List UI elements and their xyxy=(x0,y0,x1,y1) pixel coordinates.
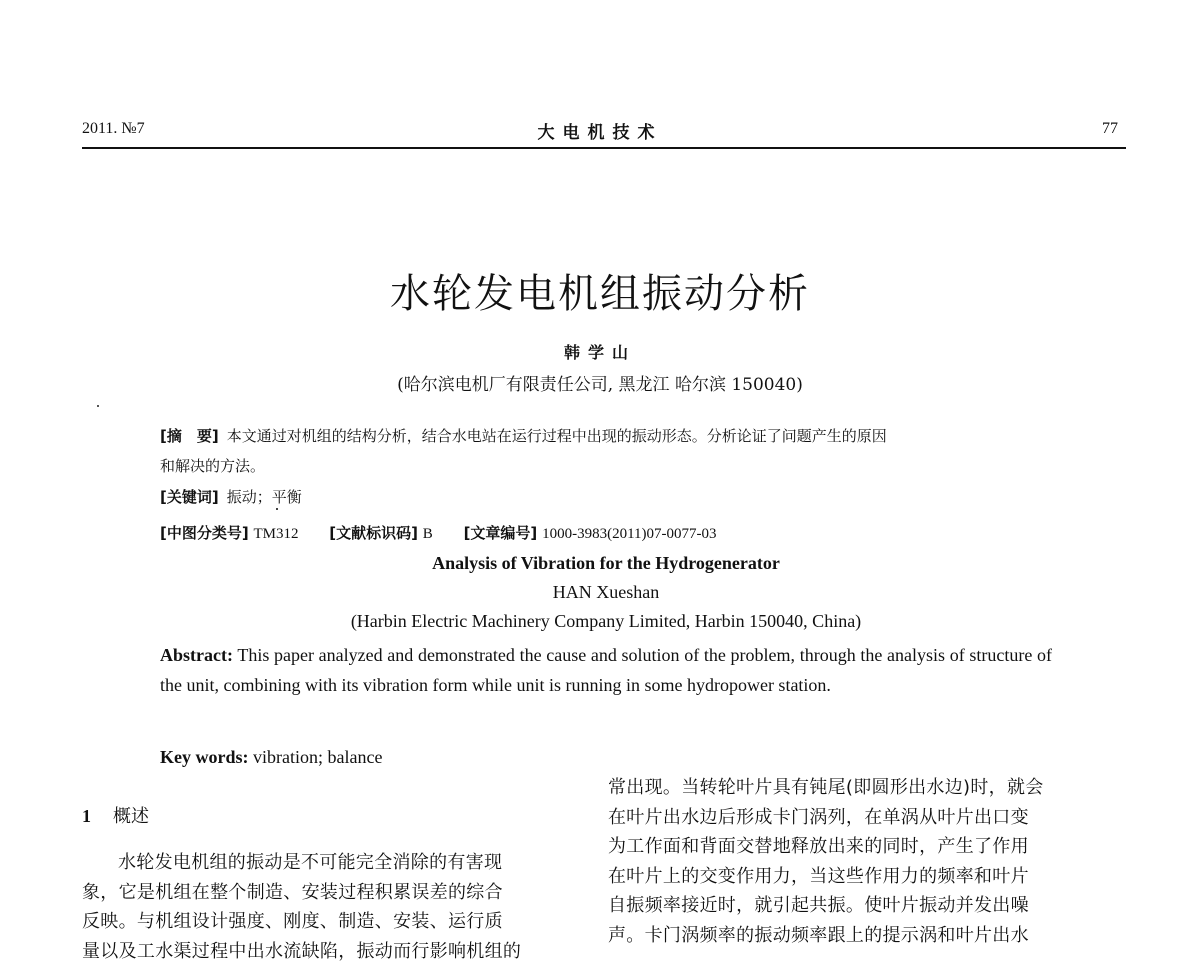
header-rule xyxy=(82,147,1126,149)
body-line: 象，它是机组在整个制造、安装过程积累误差的综合 xyxy=(82,878,582,908)
body-column-right xyxy=(608,773,1128,950)
english-author: HAN Xueshan xyxy=(0,582,1200,603)
author-name-cn: 韩学山 xyxy=(0,340,1200,363)
section-title: 概述 xyxy=(113,806,149,827)
abstract-cn-line-2 xyxy=(160,456,1060,476)
english-keywords-value: vibration; balance xyxy=(253,747,382,767)
body-line: 水轮发电机组的振动是不可能完全消除的有害现 xyxy=(82,848,582,878)
english-abstract-text: This paper analyzed and demonstrated the cause and solution of the problem, through the analysis of structure of the unit, combining with its vibration form while unit is running in some hydropower station. xyxy=(160,645,1052,695)
keywords-cn-label: [关键词] xyxy=(160,488,219,506)
english-abstract-label: Abstract: xyxy=(160,645,233,665)
clc-label: [中图分类号] xyxy=(160,524,249,542)
page-number: 77 xyxy=(1102,120,1118,138)
english-affiliation: (Harbin Electric Machinery Company Limited, Harbin 150040, China) xyxy=(0,611,1200,632)
body-line: 自振频率接近时，就引起共振。使叶片振动并发出噪 xyxy=(608,891,1128,921)
doc-code-label: [文献标识码] xyxy=(329,524,418,542)
keywords-cn-value: 振动；平衡 xyxy=(227,488,302,506)
scan-speck xyxy=(97,405,99,407)
scan-speck xyxy=(276,508,278,510)
clc-value: TM312 xyxy=(254,526,299,542)
english-keywords-label: Key words: xyxy=(160,747,249,767)
abstract-cn-text: 本文通过对机组的结构分析，结合水电站在运行过程中出现的振动形态。分析论证了问题产生的原因 xyxy=(227,427,887,445)
article-no-label: [文章编号] xyxy=(464,524,538,542)
abstract-cn-label: [摘 要] xyxy=(160,427,219,445)
affiliation-cn: (哈尔滨电机厂有限责任公司, 黑龙江 哈尔滨 150040) xyxy=(0,370,1200,395)
keywords-cn xyxy=(160,487,1060,507)
body-line: 在叶片上的交变作用力，当这些作用力的频率和叶片 xyxy=(608,862,1128,892)
body-line: 反映。与机组设计强度、刚度、制造、安装、运行质 xyxy=(82,907,582,937)
body-line: 为工作面和背面交替地释放出来的同时，产生了作用 xyxy=(608,832,1128,862)
body-line: 声。卡门涡频率的振动频率跟上的提示涡和叶片出水 xyxy=(608,921,1128,951)
article-no-value: 1000-3983(2011)07-0077-03 xyxy=(542,526,716,542)
english-abstract xyxy=(160,640,1052,700)
body-line: 常出现。当转轮叶片具有钝尾(即圆形出水边)时，就会 xyxy=(608,773,1128,803)
section-heading xyxy=(82,802,149,828)
abstract-cn-line-1 xyxy=(160,426,1060,446)
body-line: 在叶片出水边后形成卡门涡列，在单涡从叶片出口变 xyxy=(608,803,1128,833)
english-title: Analysis of Vibration for the Hydrogenerator xyxy=(0,553,1200,574)
body-column-left xyxy=(82,848,582,966)
paper-title: 水轮发电机组振动分析 xyxy=(0,262,1200,319)
classification-line xyxy=(160,523,1060,544)
doc-code-value: B xyxy=(423,526,433,542)
english-keywords xyxy=(160,747,382,768)
body-line: 量以及工水渠过程中出水流缺陷，振动而行影响机组的 xyxy=(82,937,582,966)
abstract-cn-text-cont: 和解决的方法。 xyxy=(160,457,265,475)
section-number: 1 xyxy=(82,806,91,826)
issue-number: 2011. №7 xyxy=(82,120,145,138)
journal-name: 大电机技术 xyxy=(0,118,1200,143)
